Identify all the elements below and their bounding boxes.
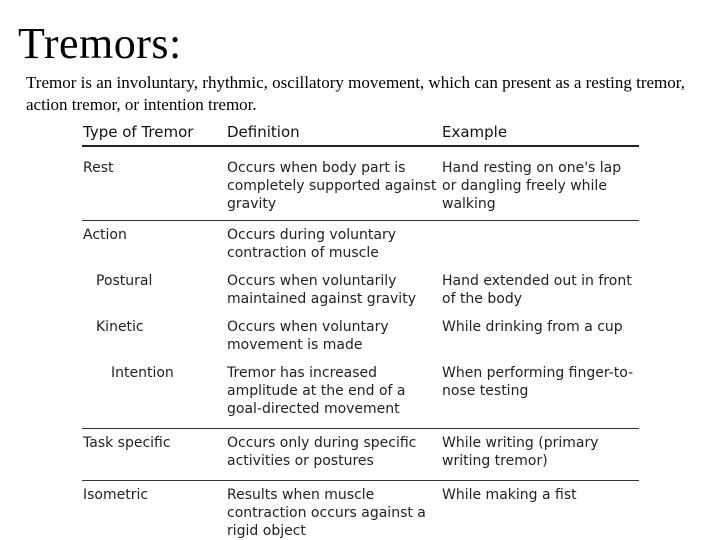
table-row-task-specific [82,429,639,481]
example-cell: While writing (primary writing tremor) [442,429,639,481]
table-row-action [82,221,639,273]
header-example: Example [442,121,639,146]
definition-cell: Occurs when voluntary movement is made [227,319,389,353]
example-cell: Hand resting on one's lap or dangling freely while walking [442,160,622,212]
table-row-isometric [82,481,639,540]
table-row-rest [82,146,639,221]
intro-paragraph: Tremor is an involuntary, rhythmic, oscillatory movement, which can present as a resting tremor, action tremor, or intention tremor. [26,73,686,114]
table-row-intention [82,364,639,429]
table-row-kinetic [82,318,639,364]
slide-title: Tremors: [18,19,182,68]
table-header-row [82,121,639,146]
example-cell: While drinking from a cup [442,319,623,335]
example-cell: When performing finger-to-nose testing [442,365,634,399]
example-cell: While making a fist [442,481,639,540]
type-cell: Action [82,221,227,273]
header-definition: Definition [227,121,442,146]
tremor-types-table [82,121,639,540]
definition-cell: Occurs when voluntarily maintained against gravity [227,273,416,307]
definition-cell: Occurs during voluntary contraction of muscle [227,221,442,273]
definition-cell: Tremor has increased amplitude at the end of a goal-directed movement [227,365,406,417]
header-type: Type of Tremor [82,121,227,146]
type-cell: Kinetic [96,319,144,335]
definition-cell: Occurs when body part is completely supported against gravity [227,160,437,212]
example-cell [442,221,639,273]
example-cell: Hand extended out in front of the body [442,273,632,307]
definition-cell: Occurs only during specific activities or postures [227,429,442,481]
type-cell: Task specific [82,429,227,481]
type-cell: Intention [111,365,174,381]
type-cell: Isometric [82,481,227,540]
type-cell: Postural [96,273,153,289]
table-row-postural [82,272,639,318]
definition-cell: Results when muscle contraction occurs against a rigid object [227,481,442,540]
type-cell: Rest [83,160,114,176]
